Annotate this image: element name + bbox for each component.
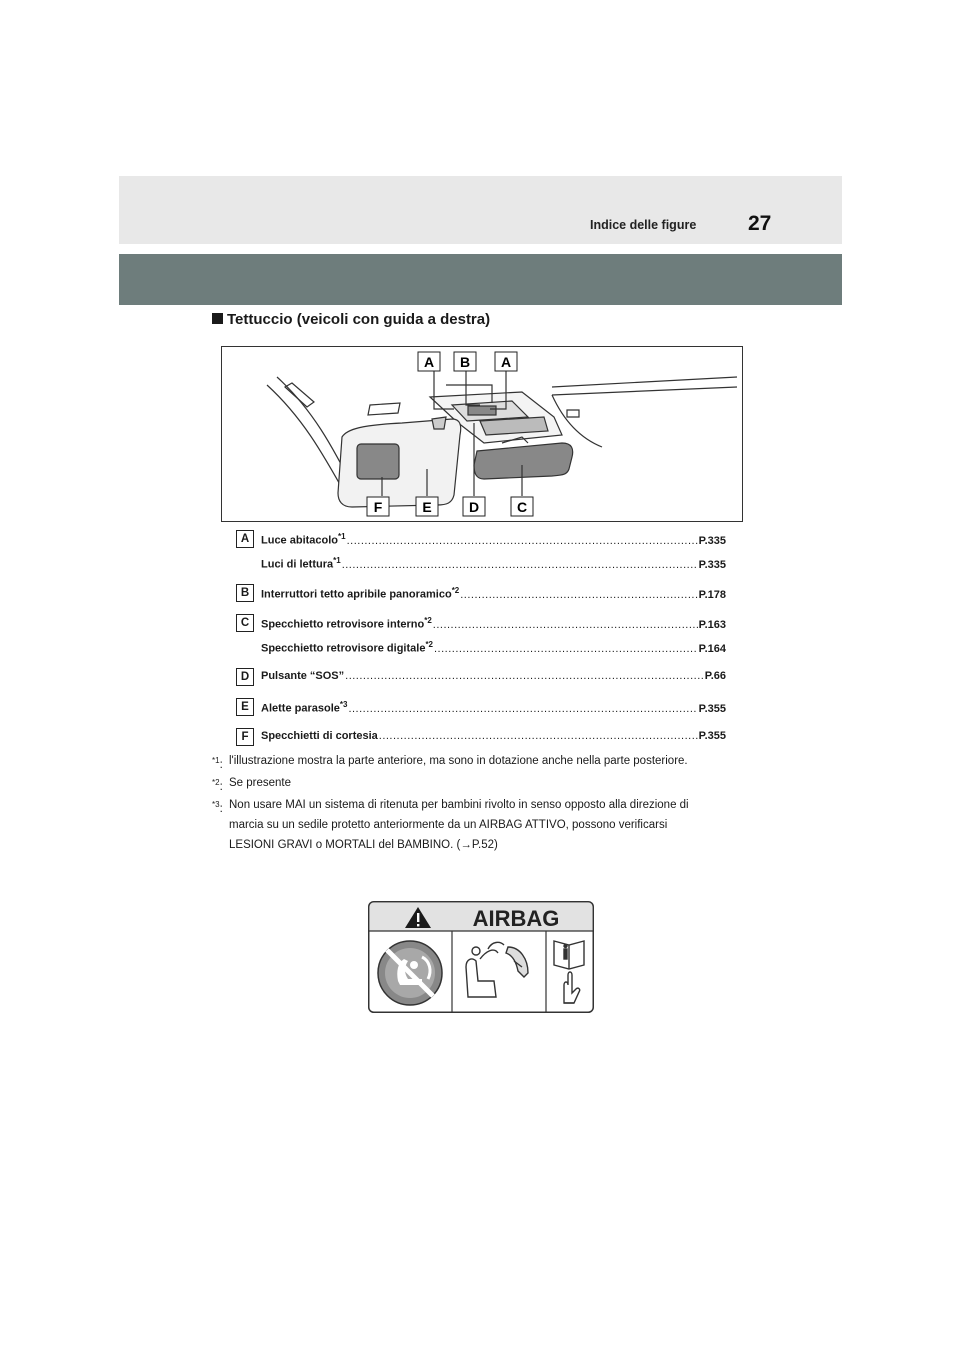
section-title: Tettuccio (veicoli con guida a destra) <box>212 311 490 328</box>
leader-dots <box>347 535 698 547</box>
entry-tag: E <box>236 698 254 716</box>
leader-dots <box>348 703 697 715</box>
callout-bottom-f: F <box>373 499 383 515</box>
leader-dots <box>433 619 698 631</box>
callout-top-a1: A <box>423 354 435 370</box>
entry-label: Specchietto retrovisore digitale <box>261 642 426 655</box>
entry-page-link[interactable]: P.178 <box>698 588 726 601</box>
entry-specchietto-interno[interactable] <box>261 616 726 631</box>
entry-row <box>236 530 726 550</box>
entry-row <box>236 728 726 748</box>
callout-bottom-d: D <box>468 499 480 515</box>
callout-top-b: B <box>459 354 471 370</box>
entry-pulsante-sos[interactable] <box>261 670 726 682</box>
entry-label: Pulsante “SOS” <box>261 670 345 682</box>
entry-page-link[interactable]: P.355 <box>698 702 726 715</box>
leader-dots <box>379 730 698 742</box>
roof-illustration <box>221 346 743 522</box>
entry-label: Interruttori tetto apribile panoramico <box>261 588 452 601</box>
footnote-1: $^{*1}$: l'illustrazione mostra la parte anteriore, ma sono in dotazione anche nella parte posteriore. <box>212 755 688 771</box>
leader-dots <box>460 589 697 601</box>
header-title: Indice delle figure <box>590 218 697 232</box>
entry-row <box>236 614 726 634</box>
entry-label: Alette parasole <box>261 702 340 715</box>
entry-label: Specchietti di cortesia <box>261 730 378 742</box>
roof-drawing <box>222 347 742 521</box>
entry-specchietto-digitale[interactable] <box>261 640 726 655</box>
entry-label: Luce abitacolo <box>261 534 339 547</box>
entry-specchietti-cortesia[interactable] <box>261 730 726 742</box>
entry-page-link[interactable]: P.163 <box>698 618 726 631</box>
entry-tag: F <box>236 728 254 746</box>
entry-page-link[interactable]: P.335 <box>698 534 726 547</box>
entry-sup: *3 <box>339 700 348 709</box>
footnote-3: $^{*3}$: Non usare MAI un sistema di ritenuta per bambini rivolto in senso opposto alla direzione di marcia su un sedile protetto anteriormente da un AIRBAG ATTIVO, possono verificarsi LESIONI GRAVI o MORTALI del BAMBINO. (→P.52) <box>212 799 689 851</box>
callout-top-a2: A <box>500 354 512 370</box>
footnote-3-last-line[interactable]: LESIONI GRAVI o MORTALI del BAMBINO. (→P.52) <box>229 839 498 851</box>
square-bullet-icon <box>212 313 223 324</box>
entry-luce-abitacolo[interactable] <box>261 532 726 547</box>
airbag-warning-label <box>368 901 594 1013</box>
entry-sup: *2 <box>425 640 433 649</box>
entry-sup: *2 <box>424 616 432 625</box>
entry-row <box>236 698 726 718</box>
entry-page-link[interactable]: P.164 <box>698 642 726 655</box>
entry-sup: *2 <box>451 586 460 595</box>
entry-page-link[interactable]: P.66 <box>704 670 726 682</box>
entry-row <box>236 638 726 658</box>
entry-row <box>236 668 726 688</box>
page-number: 27 <box>748 212 772 235</box>
airbag-text: AIRBAG <box>472 906 560 931</box>
entry-label: Specchietto retrovisore interno <box>261 618 425 631</box>
callout-bottom-c: C <box>516 499 528 515</box>
entry-tag: D <box>236 668 254 686</box>
leader-dots <box>345 670 704 682</box>
header-band <box>119 176 842 244</box>
no-rear-facing-child-seat-icon <box>378 941 442 1005</box>
entry-label: Luci di lettura <box>261 558 334 571</box>
entry-row <box>236 554 726 574</box>
header-dark-band <box>119 254 842 305</box>
entry-page-link[interactable]: P.355 <box>698 730 726 742</box>
callout-bottom-e: E <box>422 499 432 515</box>
entry-row <box>236 584 726 604</box>
footnote-2: $^{*2}$: Se presente <box>212 777 292 793</box>
entry-tag: B <box>236 584 254 602</box>
entry-tag: A <box>236 530 254 548</box>
entry-alette-parasole[interactable] <box>261 700 726 715</box>
entry-page-link[interactable]: P.335 <box>698 558 726 571</box>
entry-interruttori-tetto[interactable] <box>261 586 726 601</box>
entry-luci-di-lettura[interactable] <box>261 556 726 571</box>
entry-sup: *1 <box>333 556 341 565</box>
leader-dots <box>434 643 698 655</box>
leader-dots <box>342 559 698 571</box>
entry-sup: *1 <box>338 532 346 541</box>
entry-tag: C <box>236 614 254 632</box>
